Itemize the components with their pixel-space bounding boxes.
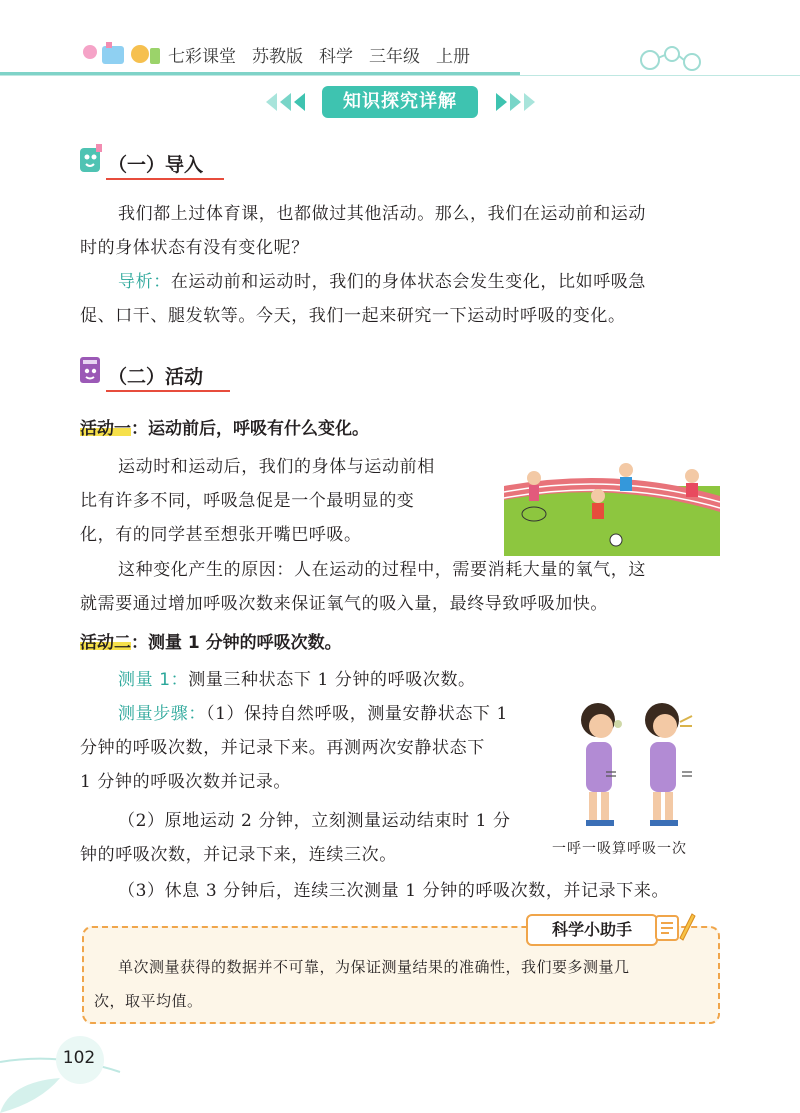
header-item-edition: 苏教版: [252, 47, 303, 67]
header-logo-icon: [78, 38, 164, 72]
section-banner: 知识探究详解: [322, 86, 478, 118]
section-underline: [106, 390, 230, 392]
step-line: [118, 697, 508, 731]
arrow-left-icon: [294, 93, 305, 111]
measurement-one-line: [118, 663, 476, 697]
pencil-note-icon: [654, 910, 696, 946]
step-line: 分钟的呼吸次数，并记录下来。再测两次安静状态下: [80, 738, 485, 758]
section-title-activity: （二）活动: [108, 366, 204, 388]
page-number: 102: [62, 1048, 96, 1068]
step-line: 钟的呼吸次数，并记录下来，连续三次。: [80, 845, 397, 865]
breathing-girls-illustration: [566, 696, 716, 832]
analysis-line: 促、口干、腿发软等。今天，我们一起来研究一下运动时呼吸的变化。: [80, 306, 626, 326]
intro-mascot-icon: [76, 144, 104, 178]
activity-one-heading: [80, 414, 369, 439]
header-rule-thin: [0, 75, 800, 76]
analysis-label: 导析：: [118, 272, 171, 292]
tip-line: 次，取平均值。: [94, 992, 203, 1010]
children-exercising-illustration: [504, 456, 720, 556]
activity-two-title: ：测量 1 分钟的呼吸次数。: [131, 633, 342, 653]
step-line: 1 分钟的呼吸次数并记录。: [80, 772, 292, 792]
molecule-decoration-icon: [636, 42, 716, 78]
activity-two-heading: [80, 628, 342, 653]
analysis-text: 在运动前和运动时，我们的身体状态会发生变化，比如呼吸急: [170, 272, 647, 292]
activity-one-line: 这种变化产生的原因：人在运动的过程中，需要消耗大量的氧气，这: [118, 560, 646, 580]
step-line: （2）原地运动 2 分钟，立刻测量运动结束时 1 分: [118, 811, 511, 831]
arrow-left-icon: [266, 93, 277, 111]
header-item-volume: 上册: [436, 47, 470, 67]
arrow-right-icon: [496, 93, 507, 111]
activity-one-title: ：运动前后，呼吸有什么变化。: [131, 419, 369, 439]
tip-line: 单次测量获得的数据并不可靠，为保证测量结果的准确性，我们要多测量几: [118, 958, 630, 976]
arrow-left-icon: [280, 93, 291, 111]
header-item-subject: 科学: [319, 47, 353, 67]
header-item-series: 七彩课堂: [168, 47, 236, 67]
analysis-line: [118, 265, 646, 299]
section-title-intro: （一）导入: [108, 154, 204, 176]
arrow-right-icon: [524, 93, 535, 111]
intro-paragraph-line: 时的身体状态有没有变化呢？: [80, 238, 309, 258]
activity-two-label: 活动二: [80, 633, 131, 653]
illustration-caption: 一呼一吸算呼吸一次: [552, 841, 687, 857]
activity-one-line: 比有许多不同，呼吸急促是一个最明显的变: [80, 491, 415, 511]
header-title: [168, 42, 486, 67]
steps-label: 测量步骤：: [118, 704, 206, 724]
science-helper-title: 科学小助手: [526, 914, 658, 946]
section-underline: [106, 178, 224, 180]
activity-one-line: 运动时和运动后，我们的身体与运动前相: [118, 457, 435, 477]
step-one-text: （1）保持自然呼吸，测量安静状态下 1: [206, 704, 508, 724]
measurement-one-label: 测量 1：: [118, 670, 189, 690]
activity-one-line: 化，有的同学甚至想张开嘴巴呼吸。: [80, 525, 362, 545]
measurement-one-text: 测量三种状态下 1 分钟的呼吸次数。: [188, 670, 476, 690]
arrow-right-icon: [510, 93, 521, 111]
intro-paragraph-line: 我们都上过体育课，也都做过其他活动。那么，我们在运动前和运动: [118, 204, 646, 224]
header-item-grade: 三年级: [369, 47, 420, 67]
step-line: （3）休息 3 分钟后，连续三次测量 1 分钟的呼吸次数，并记录下来。: [118, 881, 670, 901]
activity-book-icon: [76, 354, 104, 388]
activity-one-line: 就需要通过增加呼吸次数来保证氧气的吸入量，最终导致呼吸加快。: [80, 594, 608, 614]
activity-one-label: 活动一: [80, 419, 131, 439]
